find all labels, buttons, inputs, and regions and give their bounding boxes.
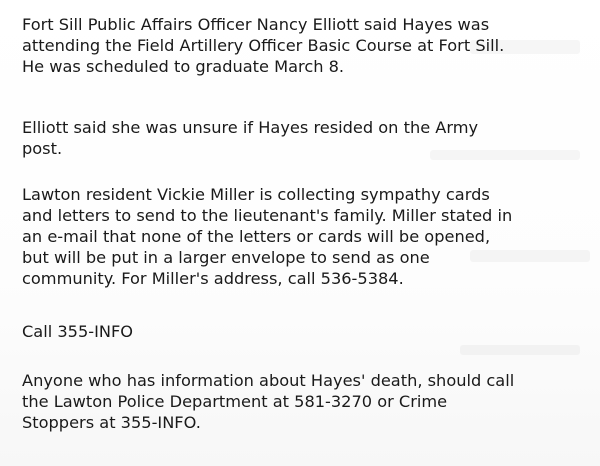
text-line: Call 355-INFO: [22, 322, 134, 341]
text-line: community. For Miller's address, call 536-5384.: [22, 269, 404, 288]
text-line: Elliott said she was unsure if Hayes resided on the Army: [22, 118, 479, 137]
paragraph-call-info-heading: [22, 321, 592, 342]
scan-artifact: [460, 345, 580, 355]
text-line: He was scheduled to graduate March 8.: [22, 57, 345, 76]
text-line: Fort Sill Public Affairs Officer Nancy Elliott said Hayes was: [22, 15, 490, 34]
paragraph-residence: [22, 117, 592, 159]
paragraph-police-contact: [22, 370, 592, 433]
text-line: post.: [22, 139, 63, 158]
text-line: but will be put in a larger envelope to send as one: [22, 248, 430, 267]
text-line: Anyone who has information about Hayes' death, should call: [22, 371, 515, 390]
text-line: Lawton resident Vickie Miller is collecting sympathy cards: [22, 185, 490, 204]
paragraph-sympathy-cards: [22, 184, 592, 289]
text-line: the Lawton Police Department at 581-3270 or Crime: [22, 392, 448, 411]
text-line: attending the Field Artillery Officer Basic Course at Fort Sill.: [22, 36, 505, 55]
text-line: an e-mail that none of the letters or cards will be opened,: [22, 227, 491, 246]
text-line: Stoppers at 355-INFO.: [22, 413, 201, 432]
text-line: and letters to send to the lieutenant's family. Miller stated in: [22, 206, 513, 225]
paragraph-elliott-statement: [22, 14, 592, 77]
